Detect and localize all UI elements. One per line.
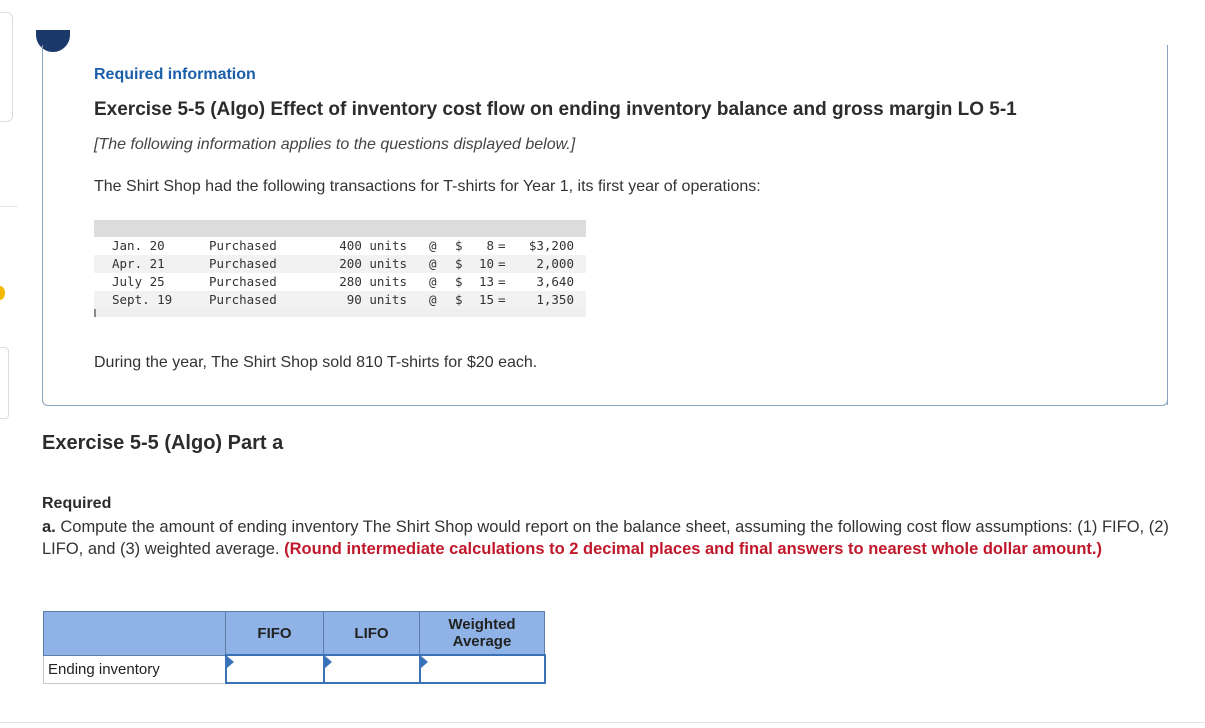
transaction-total: 3,640: [536, 274, 574, 289]
transaction-at: @: [429, 292, 437, 307]
transaction-unit-cost: 13: [478, 274, 494, 289]
bottom-divider: [0, 722, 1205, 723]
required-text: Compute the amount of ending inventory The Shirt Shop would report on the balance sheet, assuming the following cost flow assumptions: (1) FIFO, (2) LIFO, and (3) weighted average.: [42, 518, 1169, 558]
transaction-dollar: $: [455, 274, 463, 289]
fifo-input[interactable]: [226, 655, 324, 683]
transaction-total: $3,200: [528, 238, 574, 253]
transaction-date: July 25: [112, 274, 165, 289]
transactions-table: [94, 220, 586, 317]
transaction-action: Purchased: [209, 274, 277, 289]
transaction-unit-cost: 8: [486, 238, 494, 253]
sold-text: During the year, The Shirt Shop sold 810 T-shirts for $20 each.: [94, 354, 538, 371]
transactions-table-footer: [94, 309, 586, 317]
transaction-at: @: [429, 274, 437, 289]
transaction-row: [94, 291, 586, 309]
edge-indicator-dot: [0, 286, 5, 300]
edge-fragment-top: [0, 12, 13, 122]
transaction-row: [94, 255, 586, 273]
transaction-dollar: $: [455, 292, 463, 307]
transaction-row: [94, 237, 586, 255]
transactions-table-header: [94, 220, 586, 237]
transaction-action: Purchased: [209, 256, 277, 271]
following-note: [The following information applies to the questions displayed below.]: [94, 136, 576, 153]
answer-header-lifo: LIFO: [324, 612, 420, 656]
transaction-date: Sept. 19: [112, 292, 173, 307]
transaction-units: 200 units: [339, 256, 407, 271]
transaction-at: @: [429, 238, 437, 253]
lifo-input[interactable]: [324, 655, 420, 683]
transaction-dollar: $: [455, 256, 463, 271]
transaction-unit-cost: 10: [478, 256, 494, 271]
required-part-label: a.: [42, 518, 56, 536]
exercise-title: Exercise 5-5 (Algo) Effect of inventory cost flow on ending inventory balance and gross margin LO 5-1: [94, 99, 1017, 120]
ending-inventory-label: Ending inventory: [44, 655, 226, 683]
transaction-action: Purchased: [209, 292, 277, 307]
part-title: Exercise 5-5 (Algo) Part a: [42, 432, 284, 454]
transaction-unit-cost: 15: [478, 292, 494, 307]
transaction-total: 2,000: [536, 256, 574, 271]
answer-header-fifo: FIFO: [226, 612, 324, 656]
transaction-units: 400 units: [339, 238, 407, 253]
answer-header-weighted-average: Weighted Average: [420, 612, 545, 656]
answer-header-blank: [44, 612, 226, 656]
required-information-label: Required information: [94, 66, 256, 83]
transaction-total: 1,350: [536, 292, 574, 307]
transaction-at: @: [429, 256, 437, 271]
required-heading: Required: [42, 495, 112, 512]
weighted-average-input[interactable]: [420, 655, 545, 683]
transaction-equals: =: [498, 274, 506, 289]
transaction-action: Purchased: [209, 238, 277, 253]
edge-divider: [0, 206, 18, 207]
transaction-row: [94, 273, 586, 291]
intro-text: The Shirt Shop had the following transactions for T-shirts for Year 1, its first year of operations:: [94, 178, 761, 195]
transaction-equals: =: [498, 292, 506, 307]
required-instructions: [42, 516, 1172, 560]
transaction-units: 90 units: [346, 292, 407, 307]
transaction-equals: =: [498, 256, 506, 271]
transaction-date: Apr. 21: [112, 256, 165, 271]
edge-fragment-bottom: [0, 347, 9, 419]
transaction-equals: =: [498, 238, 506, 253]
rounding-note: (Round intermediate calculations to 2 decimal places and final answers to nearest whole dollar amount.): [284, 540, 1102, 558]
transaction-dollar: $: [455, 238, 463, 253]
transaction-units: 280 units: [339, 274, 407, 289]
transaction-date: Jan. 20: [112, 238, 165, 253]
answer-row-ending-inventory: [44, 655, 545, 683]
answer-table: [43, 611, 546, 684]
